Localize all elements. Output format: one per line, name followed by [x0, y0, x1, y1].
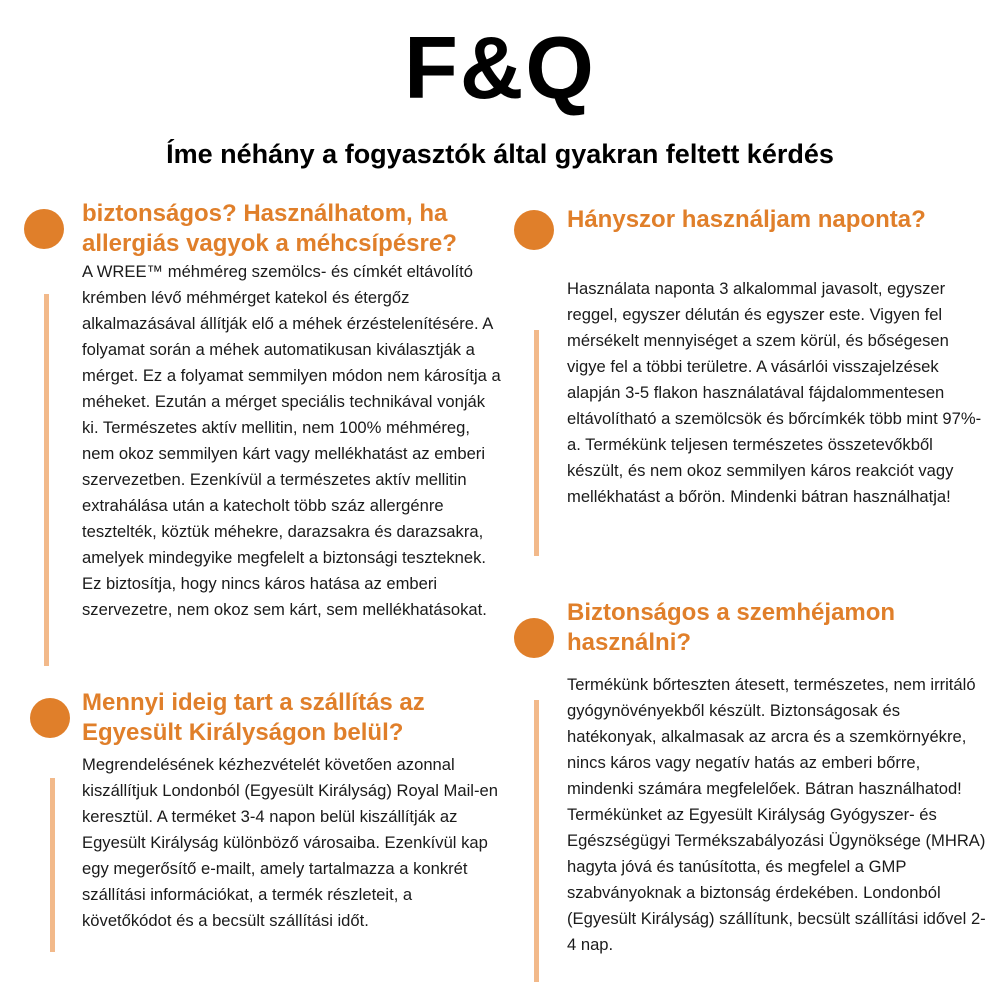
faq-3-divider: [534, 330, 539, 556]
page-subtitle: Íme néhány a fogyasztók által gyakran feltett kérdés: [166, 139, 834, 169]
faq-1-bullet-icon: [24, 209, 64, 249]
faq-1-divider: [44, 294, 49, 666]
faq-2-bullet-icon: [30, 698, 70, 738]
faq-2-question: Mennyi ideig tart a szállítás az Egyesült Királyságon belül?: [82, 689, 425, 746]
faq-4-answer: Termékünk bőrteszten átesett, természetes, nem irritáló gyógynövényekből készült. Biztonságosak és hatékonyak, alkalmasak az arcra és a szemkörnyékre, nincs káros vagy negatív hatás az emberi bőrre, mindenki számára megfelelőek. Bátran használhatod! Termékünket az Egyesült Királyság Gyógyszer- és Egészségügyi Termékszabályozási Ügynöksége (MHRA) hagyta jóvá és tanúsította, és megfelel a GMP szabványoknak a biztonság érdekében. Londonból (Egyesült Királyság) szállítunk, becsült szállítási idővel 2-4 nap.: [567, 675, 986, 954]
faq-2-answer: Megrendelésének kézhezvételét követően azonnal kiszállítjuk Londonból (Egyesült Királyság) Royal Mail-en keresztül. A terméket 3-4 napon belül kiszállítják az Egyesült Királyság különböző városaiba. Ezenkívül kap egy megerősítő e-mailt, amely tartalmazza a konkrét szállítási információkat, a termék részleteit, a követőkódot és a becsült szállítási időt.: [82, 755, 498, 930]
faq-3-answer: Használata naponta 3 alkalommal javasolt, egyszer reggel, egyszer délután és egyszer este. Vigyen fel mérsékelt mennyiséget a szem körül, és bőségesen vigye fel a többi területre. A vásárlói visszajelzések alapján 3-5 flakon használatával fájdalommentesen eltávolítható a szemölcsök és bőrcímkék több mint 97%-a. Termékünk teljesen természetes összetevőkből készült, és nem okoz semmilyen káros reakciót vagy mellékhatást a bőrön. Mindenki bátran használhatja!: [567, 279, 982, 506]
faq-2-divider: [50, 778, 55, 952]
faq-3-question: Hányszor használjam naponta?: [567, 206, 926, 233]
faq-1-answer: A WREE™ méhméreg szemölcs- és címkét eltávolító krémben lévő méhmérget katekol és étergőz alkalmazásával állítják elő a méhek érzéstelenítésére. A folyamat során a méhek automatikusan kiválasztják a mérget. Ez a folyamat semmilyen módon nem károsítja a méheket. Ezután a mérget speciális technikával vonják ki. Természetes aktív mellitin, nem 100% méhméreg, nem okoz semmilyen kárt vagy mellékhatást az emberi szervezetben. Ezenkívül a természetes aktív mellitin extrahálása után a katecholt több száz allergénre tesztelték, köztük méhekre, darazsakra és darazsakra, amelyek mindegyike megfelelt a biztonsági teszteknek. Ez biztosítja, hogy nincs káros hatása az emberi szervezetre, nem okoz sem kárt, sem mellékhatásokat.: [82, 262, 501, 619]
faq-4-bullet-icon: [514, 618, 554, 658]
faq-4-divider: [534, 700, 539, 982]
faq-3-bullet-icon: [514, 210, 554, 250]
page-title: F&Q: [404, 18, 596, 117]
faq-4-question: Biztonságos a szemhéjamon használni?: [567, 599, 896, 656]
faq-1-question: biztonságos? Használhatom, ha allergiás vagyok a méhcsípésre?: [82, 200, 457, 257]
